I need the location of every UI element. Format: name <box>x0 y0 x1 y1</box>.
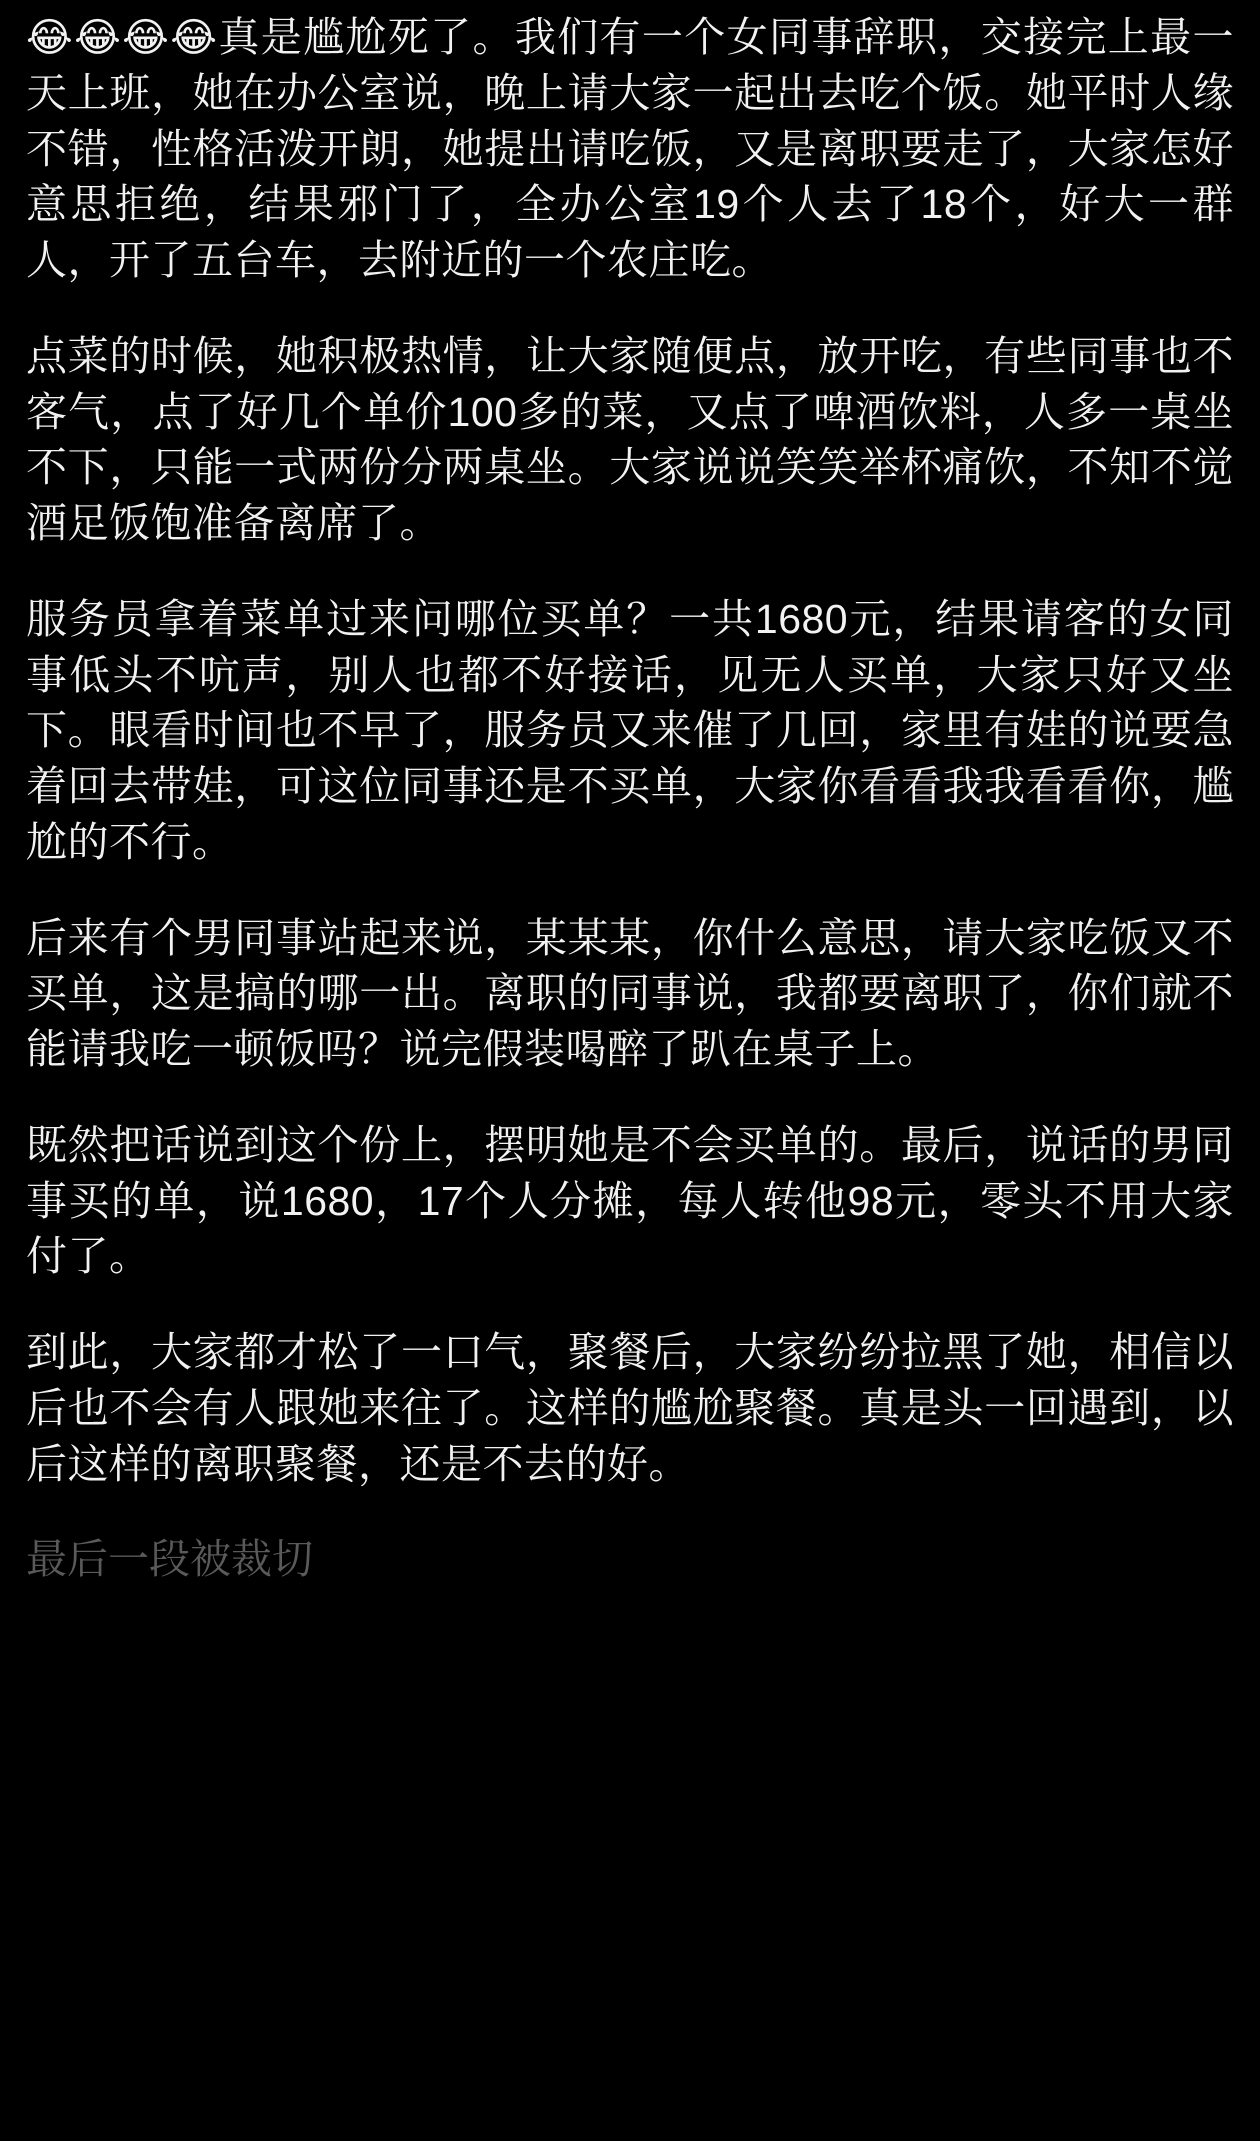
cut-off-text: 最后一段被裁切 <box>26 1536 313 1583</box>
paragraph-4: 后来有个男同事站起来说，某某某，你什么意思，请大家吃饭又不买单，这是搞的哪一出。离职的同事说，我都要离职了，你们就不能请我吃一顿饭吗？说完假装喝醉了趴在桌子上。 <box>26 914 1234 1072</box>
paragraph-6: 到此，大家都才松了一口气，聚餐后，大家纷纷拉黑了她，相信以后也不会有人跟她来往了。这样的尴尬聚餐。真是头一回遇到，以后这样的离职聚餐，还是不去的好。 <box>26 1329 1234 1487</box>
paragraph-3: 服务员拿着菜单过来问哪位买单？一共1680元，结果请客的女同事低头不吭声，别人也都不好接话，见无人买单，大家只好又坐下。眼看时间也不早了，服务员又来催了几回，家里有娃的说要急着回去带娃，可这位同事还是不买单，大家你看看我我看看你，尴尬的不行。 <box>26 595 1234 865</box>
paragraph-1 <box>26 10 1234 289</box>
post-body <box>26 10 1235 1583</box>
paragraph-1-text: 真是尴尬死了。我们有一个女同事辞职，交接完上最一天上班，她在办公室说，晚上请大家一起出去吃个饭。她平时人缘不错，性格活泼开朗，她提出请吃饭，又是离职要走了，大家怎好意思拒绝，结果邪门了，全办公室19个人去了18个，好大一群人，开了五台车，去附近的一个农庄吃。 <box>26 14 1235 283</box>
laughing-emoji-icon: 😂😂😂😂 <box>26 16 219 60</box>
paragraph-2: 点菜的时候，她积极热情，让大家随便点，放开吃，有些同事也不客气，点了好几个单价100多的菜，又点了啤酒饮料，人多一桌坐不下，只能一式两份分两桌坐。大家说说笑笑举杯痛饮，不知不觉酒足饭饱准备离席了。 <box>26 332 1234 546</box>
paragraph-5: 既然把话说到这个份上，摆明她是不会买单的。最后，说话的男同事买的单，说1680，17个人分摊，每人转他98元，零头不用大家付了。 <box>26 1121 1234 1280</box>
